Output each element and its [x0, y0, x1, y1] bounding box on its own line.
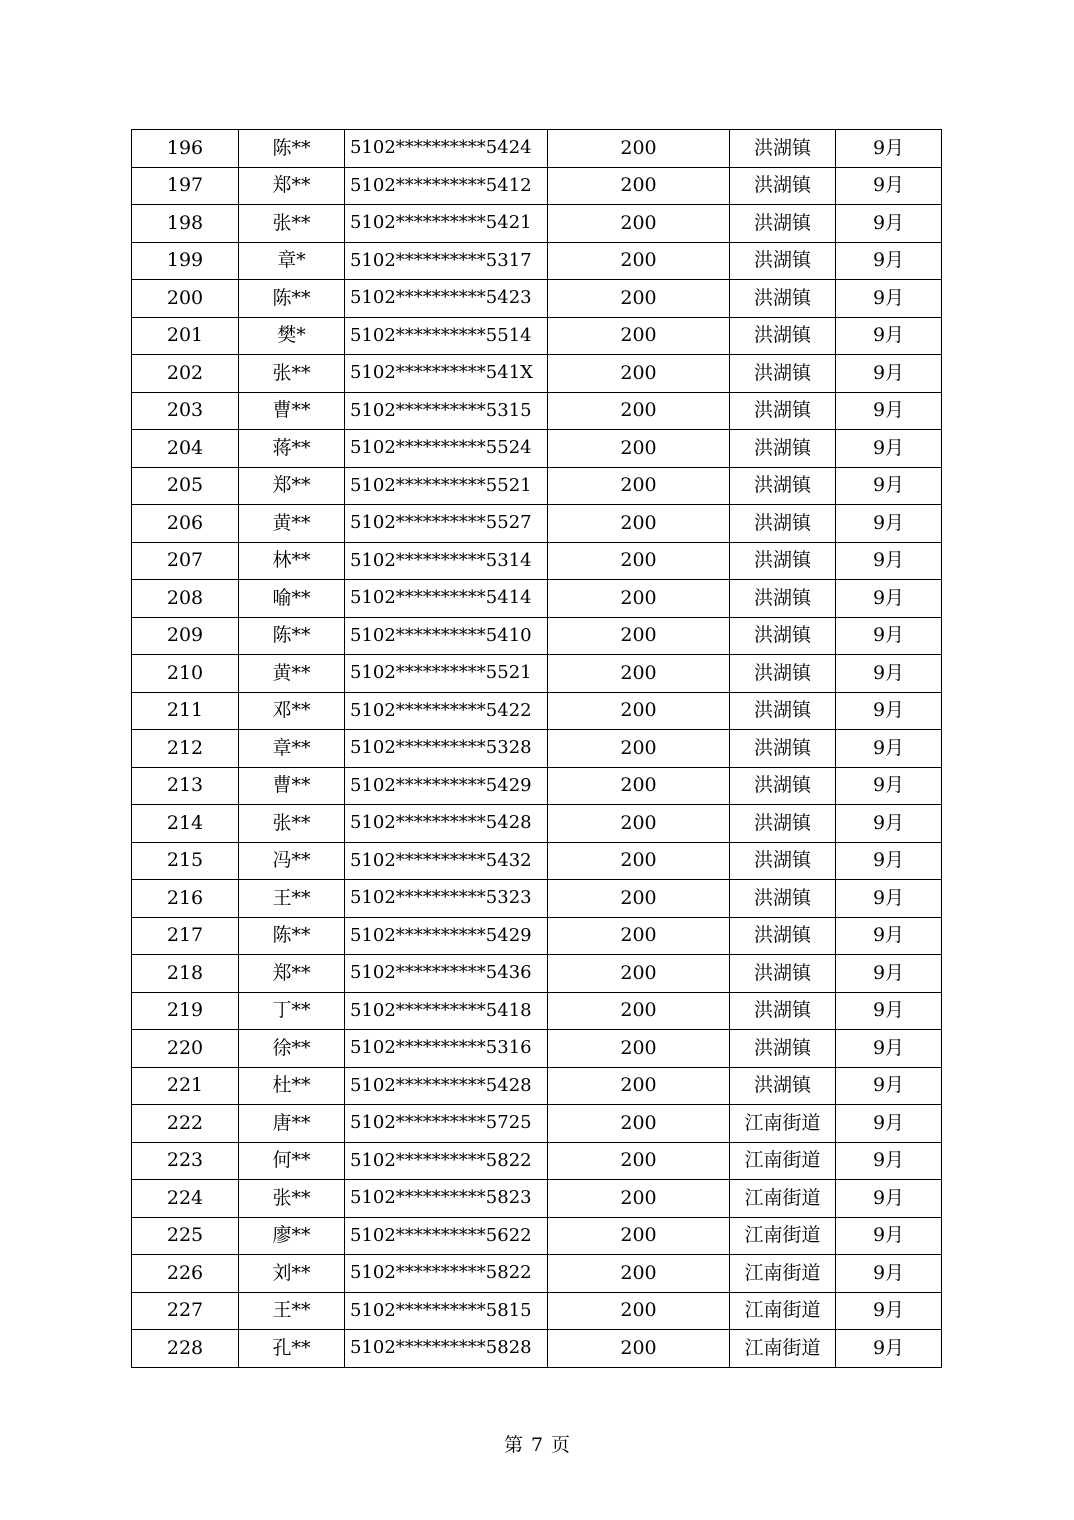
month-cell: 9月	[836, 842, 942, 880]
id-number-cell: 5102**********5514	[345, 317, 548, 355]
month-cell: 9月	[836, 1067, 942, 1105]
name-cell: 郑**	[239, 467, 345, 505]
name-cell: 张**	[239, 205, 345, 243]
amount-cell: 200	[548, 1180, 730, 1218]
id-number-cell: 5102**********5822	[345, 1255, 548, 1293]
table-row	[132, 655, 942, 693]
id-number-cell: 5102**********5418	[345, 992, 548, 1030]
table-row	[132, 880, 942, 918]
name-cell: 蒋**	[239, 430, 345, 468]
table-row	[132, 617, 942, 655]
id-number-cell: 5102**********5428	[345, 1067, 548, 1105]
name-cell: 曹**	[239, 767, 345, 805]
row-number-cell: 205	[132, 467, 239, 505]
row-number-cell: 211	[132, 692, 239, 730]
amount-cell: 200	[548, 730, 730, 768]
row-number-cell: 207	[132, 542, 239, 580]
town-cell: 洪湖镇	[730, 842, 836, 880]
id-number-cell: 5102**********5815	[345, 1292, 548, 1330]
table-row	[132, 1217, 942, 1255]
name-cell: 丁**	[239, 992, 345, 1030]
row-number-cell: 219	[132, 992, 239, 1030]
amount-cell: 200	[548, 955, 730, 993]
month-cell: 9月	[836, 580, 942, 618]
town-cell: 洪湖镇	[730, 730, 836, 768]
row-number-cell: 226	[132, 1255, 239, 1293]
footer-prefix: 第	[503, 1434, 523, 1456]
id-number-cell: 5102**********5424	[345, 130, 548, 168]
amount-cell: 200	[548, 355, 730, 393]
month-cell: 9月	[836, 917, 942, 955]
name-cell: 张**	[239, 1180, 345, 1218]
row-number-cell: 203	[132, 392, 239, 430]
amount-cell: 200	[548, 655, 730, 693]
amount-cell: 200	[548, 917, 730, 955]
town-cell: 洪湖镇	[730, 580, 836, 618]
row-number-cell: 224	[132, 1180, 239, 1218]
table-row	[132, 580, 942, 618]
amount-cell: 200	[548, 767, 730, 805]
name-cell: 唐**	[239, 1105, 345, 1143]
table-row	[132, 1105, 942, 1143]
name-cell: 孔**	[239, 1330, 345, 1368]
town-cell: 江南街道	[730, 1292, 836, 1330]
table-row	[132, 280, 942, 318]
row-number-cell: 202	[132, 355, 239, 393]
table-row	[132, 1142, 942, 1180]
table-row	[132, 917, 942, 955]
amount-cell: 200	[548, 1217, 730, 1255]
town-cell: 洪湖镇	[730, 767, 836, 805]
month-cell: 9月	[836, 1255, 942, 1293]
amount-cell: 200	[548, 317, 730, 355]
row-number-cell: 213	[132, 767, 239, 805]
name-cell: 黄**	[239, 655, 345, 693]
month-cell: 9月	[836, 542, 942, 580]
town-cell: 洪湖镇	[730, 692, 836, 730]
id-number-cell: 5102**********5429	[345, 767, 548, 805]
id-number-cell: 5102**********5414	[345, 580, 548, 618]
month-cell: 9月	[836, 167, 942, 205]
row-number-cell: 228	[132, 1330, 239, 1368]
amount-cell: 200	[548, 1067, 730, 1105]
amount-cell: 200	[548, 580, 730, 618]
amount-cell: 200	[548, 430, 730, 468]
name-cell: 喻**	[239, 580, 345, 618]
amount-cell: 200	[548, 205, 730, 243]
month-cell: 9月	[836, 280, 942, 318]
name-cell: 徐**	[239, 1030, 345, 1068]
table-row	[132, 355, 942, 393]
table-row	[132, 242, 942, 280]
id-number-cell: 5102**********5410	[345, 617, 548, 655]
town-cell: 洪湖镇	[730, 1030, 836, 1068]
amount-cell: 200	[548, 617, 730, 655]
row-number-cell: 204	[132, 430, 239, 468]
amount-cell: 200	[548, 542, 730, 580]
id-number-cell: 5102**********5521	[345, 655, 548, 693]
table-row	[132, 1330, 942, 1368]
table-row	[132, 430, 942, 468]
name-cell: 廖**	[239, 1217, 345, 1255]
name-cell: 邓**	[239, 692, 345, 730]
amount-cell: 200	[548, 392, 730, 430]
amount-cell: 200	[548, 1030, 730, 1068]
name-cell: 张**	[239, 805, 345, 843]
table-row	[132, 992, 942, 1030]
id-number-cell: 5102**********5317	[345, 242, 548, 280]
table-row	[132, 1067, 942, 1105]
town-cell: 洪湖镇	[730, 992, 836, 1030]
id-number-cell: 5102**********5822	[345, 1142, 548, 1180]
name-cell: 樊*	[239, 317, 345, 355]
town-cell: 洪湖镇	[730, 805, 836, 843]
month-cell: 9月	[836, 205, 942, 243]
month-cell: 9月	[836, 505, 942, 543]
row-number-cell: 198	[132, 205, 239, 243]
row-number-cell: 214	[132, 805, 239, 843]
amount-cell: 200	[548, 1142, 730, 1180]
month-cell: 9月	[836, 355, 942, 393]
table-row	[132, 1292, 942, 1330]
row-number-cell: 212	[132, 730, 239, 768]
town-cell: 洪湖镇	[730, 392, 836, 430]
table-row	[132, 392, 942, 430]
name-cell: 刘**	[239, 1255, 345, 1293]
month-cell: 9月	[836, 1330, 942, 1368]
table-row	[132, 467, 942, 505]
id-number-cell: 5102**********5423	[345, 280, 548, 318]
town-cell: 洪湖镇	[730, 355, 836, 393]
row-number-cell: 216	[132, 880, 239, 918]
id-number-cell: 5102**********5422	[345, 692, 548, 730]
amount-cell: 200	[548, 1105, 730, 1143]
id-number-cell: 5102**********541X	[345, 355, 548, 393]
name-cell: 杜**	[239, 1067, 345, 1105]
town-cell: 洪湖镇	[730, 655, 836, 693]
row-number-cell: 223	[132, 1142, 239, 1180]
row-number-cell: 225	[132, 1217, 239, 1255]
row-number-cell: 206	[132, 505, 239, 543]
table-row	[132, 767, 942, 805]
table-row	[132, 805, 942, 843]
town-cell: 洪湖镇	[730, 167, 836, 205]
id-number-cell: 5102**********5314	[345, 542, 548, 580]
id-number-cell: 5102**********5323	[345, 880, 548, 918]
amount-cell: 200	[548, 130, 730, 168]
page-footer	[0, 1430, 1074, 1457]
name-cell: 章*	[239, 242, 345, 280]
footer-suffix: 页	[551, 1434, 571, 1456]
id-number-cell: 5102**********5412	[345, 167, 548, 205]
town-cell: 江南街道	[730, 1180, 836, 1218]
town-cell: 洪湖镇	[730, 542, 836, 580]
name-cell: 王**	[239, 1292, 345, 1330]
id-number-cell: 5102**********5524	[345, 430, 548, 468]
month-cell: 9月	[836, 955, 942, 993]
town-cell: 洪湖镇	[730, 917, 836, 955]
name-cell: 冯**	[239, 842, 345, 880]
row-number-cell: 215	[132, 842, 239, 880]
month-cell: 9月	[836, 692, 942, 730]
row-number-cell: 217	[132, 917, 239, 955]
town-cell: 洪湖镇	[730, 617, 836, 655]
name-cell: 林**	[239, 542, 345, 580]
town-cell: 洪湖镇	[730, 130, 836, 168]
amount-cell: 200	[548, 242, 730, 280]
name-cell: 陈**	[239, 280, 345, 318]
table-row	[132, 955, 942, 993]
month-cell: 9月	[836, 992, 942, 1030]
town-cell: 洪湖镇	[730, 955, 836, 993]
name-cell: 王**	[239, 880, 345, 918]
amount-cell: 200	[548, 467, 730, 505]
id-number-cell: 5102**********5328	[345, 730, 548, 768]
name-cell: 郑**	[239, 167, 345, 205]
month-cell: 9月	[836, 1030, 942, 1068]
name-cell: 陈**	[239, 130, 345, 168]
id-number-cell: 5102**********5429	[345, 917, 548, 955]
table-row	[132, 130, 942, 168]
month-cell: 9月	[836, 317, 942, 355]
town-cell: 洪湖镇	[730, 1067, 836, 1105]
amount-cell: 200	[548, 805, 730, 843]
row-number-cell: 199	[132, 242, 239, 280]
town-cell: 洪湖镇	[730, 880, 836, 918]
id-number-cell: 5102**********5521	[345, 467, 548, 505]
table-row	[132, 317, 942, 355]
id-number-cell: 5102**********5725	[345, 1105, 548, 1143]
name-cell: 黄**	[239, 505, 345, 543]
town-cell: 洪湖镇	[730, 242, 836, 280]
id-number-cell: 5102**********5316	[345, 1030, 548, 1068]
row-number-cell: 201	[132, 317, 239, 355]
table-row	[132, 692, 942, 730]
amount-cell: 200	[548, 842, 730, 880]
page-number: 7	[530, 1434, 544, 1456]
town-cell: 江南街道	[730, 1142, 836, 1180]
table-row	[132, 505, 942, 543]
roster-table-body	[132, 130, 942, 1368]
month-cell: 9月	[836, 617, 942, 655]
month-cell: 9月	[836, 1180, 942, 1218]
row-number-cell: 208	[132, 580, 239, 618]
id-number-cell: 5102**********5527	[345, 505, 548, 543]
amount-cell: 200	[548, 280, 730, 318]
id-number-cell: 5102**********5622	[345, 1217, 548, 1255]
table-row	[132, 542, 942, 580]
row-number-cell: 220	[132, 1030, 239, 1068]
table-row	[132, 730, 942, 768]
id-number-cell: 5102**********5828	[345, 1330, 548, 1368]
table-row	[132, 167, 942, 205]
row-number-cell: 218	[132, 955, 239, 993]
town-cell: 江南街道	[730, 1105, 836, 1143]
roster-table	[131, 129, 942, 1368]
town-cell: 江南街道	[730, 1330, 836, 1368]
month-cell: 9月	[836, 430, 942, 468]
amount-cell: 200	[548, 167, 730, 205]
name-cell: 章**	[239, 730, 345, 768]
month-cell: 9月	[836, 392, 942, 430]
town-cell: 江南街道	[730, 1255, 836, 1293]
amount-cell: 200	[548, 1330, 730, 1368]
month-cell: 9月	[836, 242, 942, 280]
id-number-cell: 5102**********5823	[345, 1180, 548, 1218]
id-number-cell: 5102**********5421	[345, 205, 548, 243]
name-cell: 张**	[239, 355, 345, 393]
row-number-cell: 221	[132, 1067, 239, 1105]
month-cell: 9月	[836, 880, 942, 918]
month-cell: 9月	[836, 805, 942, 843]
row-number-cell: 222	[132, 1105, 239, 1143]
month-cell: 9月	[836, 655, 942, 693]
row-number-cell: 196	[132, 130, 239, 168]
town-cell: 洪湖镇	[730, 317, 836, 355]
month-cell: 9月	[836, 130, 942, 168]
id-number-cell: 5102**********5432	[345, 842, 548, 880]
table-row	[132, 1180, 942, 1218]
town-cell: 洪湖镇	[730, 505, 836, 543]
row-number-cell: 227	[132, 1292, 239, 1330]
town-cell: 洪湖镇	[730, 205, 836, 243]
month-cell: 9月	[836, 1217, 942, 1255]
amount-cell: 200	[548, 1292, 730, 1330]
name-cell: 何**	[239, 1142, 345, 1180]
table-row	[132, 842, 942, 880]
table-row	[132, 1255, 942, 1293]
row-number-cell: 210	[132, 655, 239, 693]
id-number-cell: 5102**********5436	[345, 955, 548, 993]
name-cell: 曹**	[239, 392, 345, 430]
id-number-cell: 5102**********5428	[345, 805, 548, 843]
name-cell: 陈**	[239, 917, 345, 955]
town-cell: 洪湖镇	[730, 467, 836, 505]
row-number-cell: 200	[132, 280, 239, 318]
month-cell: 9月	[836, 467, 942, 505]
town-cell: 洪湖镇	[730, 280, 836, 318]
row-number-cell: 197	[132, 167, 239, 205]
amount-cell: 200	[548, 1255, 730, 1293]
month-cell: 9月	[836, 730, 942, 768]
month-cell: 9月	[836, 1142, 942, 1180]
town-cell: 江南街道	[730, 1217, 836, 1255]
id-number-cell: 5102**********5315	[345, 392, 548, 430]
month-cell: 9月	[836, 1292, 942, 1330]
month-cell: 9月	[836, 1105, 942, 1143]
table-row	[132, 1030, 942, 1068]
month-cell: 9月	[836, 767, 942, 805]
amount-cell: 200	[548, 880, 730, 918]
name-cell: 陈**	[239, 617, 345, 655]
name-cell: 郑**	[239, 955, 345, 993]
town-cell: 洪湖镇	[730, 430, 836, 468]
amount-cell: 200	[548, 692, 730, 730]
table-row	[132, 205, 942, 243]
row-number-cell: 209	[132, 617, 239, 655]
amount-cell: 200	[548, 992, 730, 1030]
amount-cell: 200	[548, 505, 730, 543]
